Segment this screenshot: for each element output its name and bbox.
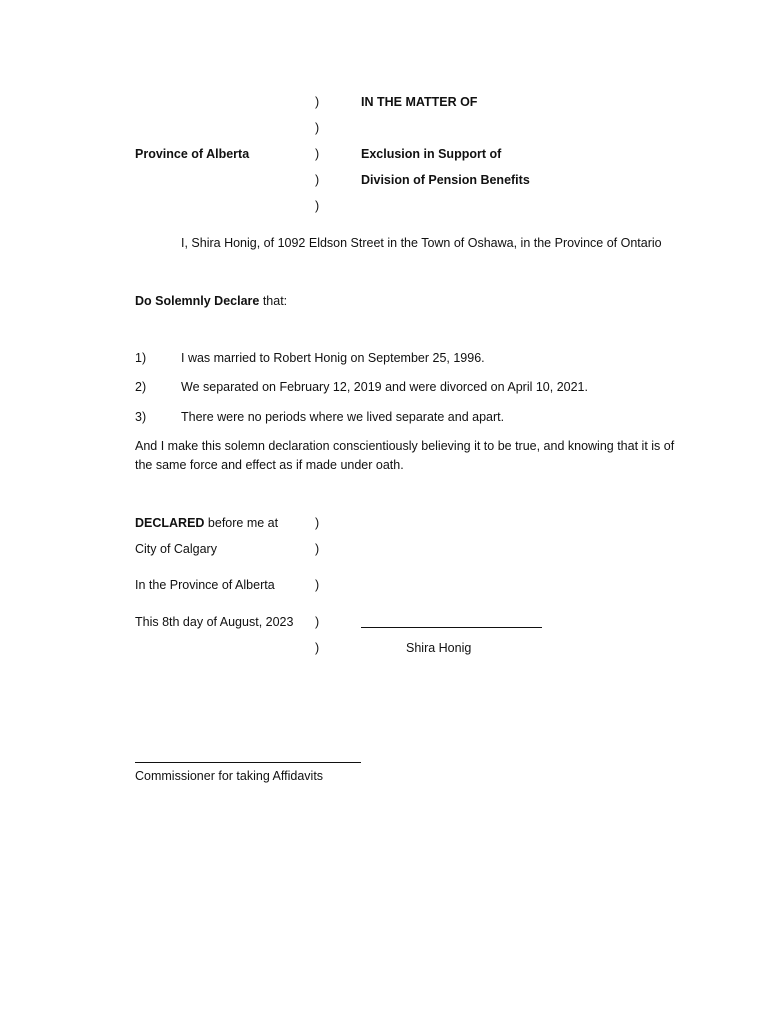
bracket-paren: ) — [315, 199, 320, 213]
province-heading: Province of Alberta — [135, 147, 250, 161]
bracket-paren: ) — [315, 615, 320, 629]
list-item-text: There were no periods where we lived separate and apart. — [181, 410, 505, 424]
bracket-paren: ) — [315, 516, 320, 530]
exclusion-heading-line1: Exclusion in Support of — [361, 147, 502, 161]
declared-date: This 8th day of August, 2023 — [135, 615, 294, 629]
commissioner-label: Commissioner for taking Affidavits — [135, 769, 324, 783]
bracket-paren: ) — [315, 95, 320, 109]
solemnly-declare-bold: Do Solemnly Declare — [135, 294, 260, 308]
list-item-text: I was married to Robert Honig on September 25, 1996. — [181, 351, 485, 365]
declared-city: City of Calgary — [135, 542, 217, 556]
closing-paragraph: And I make this solemn declaration conscientiously believing it to be true, and knowing that it is of the same force and effect as if made under oath. — [135, 439, 675, 472]
exclusion-heading-line2: Division of Pension Benefits — [361, 173, 530, 187]
signature-line — [361, 627, 542, 628]
bracket-paren: ) — [315, 542, 320, 556]
solemnly-declare-rest: that: — [259, 294, 288, 308]
declared-bold: DECLARED — [135, 516, 205, 530]
bracket-paren: ) — [315, 173, 320, 187]
in-the-matter-of-heading: IN THE MATTER OF — [361, 95, 478, 109]
bracket-paren: ) — [315, 121, 320, 135]
list-item-number: 2) — [135, 380, 147, 394]
bracket-paren: ) — [315, 147, 320, 161]
signer-name: Shira Honig — [406, 641, 472, 655]
declared-rest: before me at — [204, 516, 279, 530]
declared-before-line — [135, 515, 278, 531]
solemnly-declare-line — [135, 293, 287, 309]
declared-province: In the Province of Alberta — [135, 578, 275, 592]
list-item-text: We separated on February 12, 2019 and were divorced on April 10, 2021. — [181, 380, 588, 394]
declarant-intro: I, Shira Honig, of 1092 Eldson Street in the Town of Oshawa, in the Province of Ontario — [181, 236, 662, 250]
list-item-number: 1) — [135, 351, 147, 365]
bracket-paren: ) — [315, 641, 320, 655]
bracket-paren: ) — [315, 578, 320, 592]
commissioner-signature-line — [135, 762, 361, 763]
list-item-number: 3) — [135, 410, 147, 424]
